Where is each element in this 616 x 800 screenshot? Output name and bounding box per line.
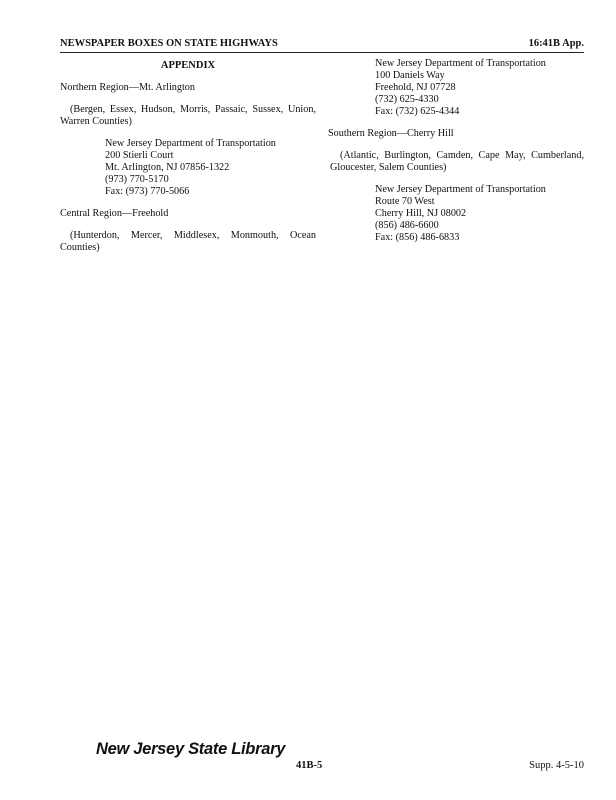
- southern-region-heading: Southern Region—Cherry Hill: [328, 128, 454, 139]
- address-line: 200 Stierli Court: [105, 150, 174, 161]
- southern-region-address: [375, 184, 584, 244]
- running-header: [60, 38, 584, 52]
- central-region-counties: (Hunterdon, Mercer, Middlesex, Monmouth, Ocean Counties): [60, 230, 316, 253]
- address-phone: (856) 486-6600: [375, 220, 439, 231]
- page-number: 41B-5: [296, 760, 323, 771]
- northern-region-heading: Northern Region—Mt. Arlington: [60, 82, 195, 93]
- appendix-heading: APPENDIX: [160, 60, 216, 71]
- southern-region-counties: (Atlantic, Burlington, Camden, Cape May, Cumberland, Gloucester, Salem Counties): [330, 150, 584, 173]
- address-phone: (732) 625-4330: [375, 94, 439, 105]
- address-fax: Fax: (973) 770-5066: [105, 186, 190, 197]
- address-line: Cherry Hill, NJ 08002: [375, 208, 467, 219]
- address-line: Mt. Arlington, NJ 07856-1322: [105, 162, 230, 173]
- library-stamp: New Jersey State Library: [96, 740, 286, 758]
- northern-region-counties: (Bergen, Essex, Hudson, Morris, Passaic, Sussex, Union, Warren Counties): [60, 104, 316, 127]
- address-line: New Jersey Department of Transportation: [375, 184, 546, 195]
- address-fax: Fax: (856) 486-6833: [375, 232, 460, 243]
- header-rule: [60, 52, 584, 53]
- address-line: New Jersey Department of Transportation: [375, 58, 546, 69]
- header-title: NEWSPAPER BOXES ON STATE HIGHWAYS: [60, 38, 278, 49]
- northern-region-address: [105, 138, 316, 198]
- header-section-number: 16:41B App.: [528, 38, 584, 49]
- address-line: Route 70 West: [375, 196, 435, 207]
- address-phone: (973) 770-5170: [105, 174, 169, 185]
- central-region-address: [375, 58, 584, 118]
- supplement-date: Supp. 4-5-10: [529, 760, 584, 771]
- central-region-heading: Central Region—Freehold: [60, 208, 169, 219]
- left-column: [60, 58, 316, 264]
- right-column: [330, 58, 584, 254]
- address-line: New Jersey Department of Transportation: [105, 138, 276, 149]
- address-fax: Fax: (732) 625-4344: [375, 106, 460, 117]
- address-line: Freehold, NJ 07728: [375, 82, 456, 93]
- address-line: 100 Daniels Way: [375, 70, 445, 81]
